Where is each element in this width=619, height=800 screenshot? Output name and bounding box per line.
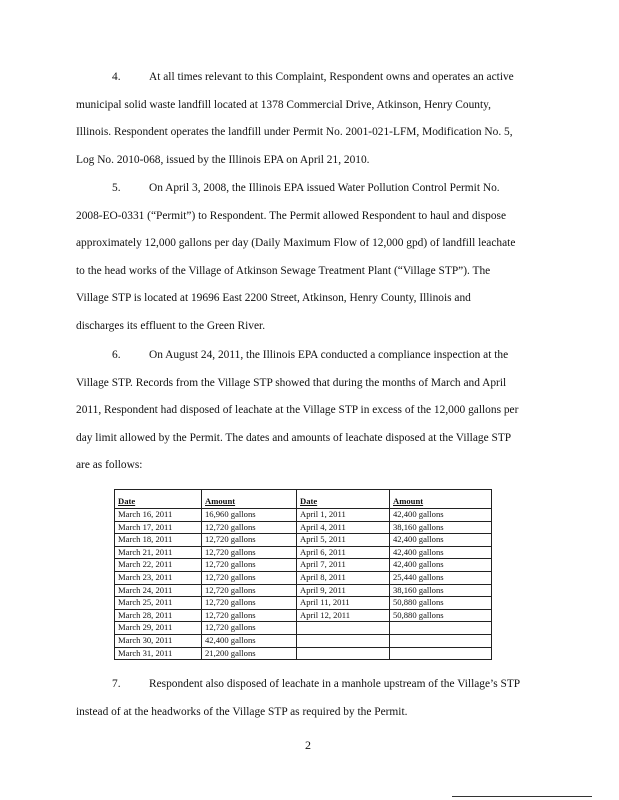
amount-cell: 12,720 gallons xyxy=(202,521,297,534)
paragraph-number: 7. xyxy=(112,678,121,690)
date-cell: April 11, 2011 xyxy=(297,597,390,610)
table-row xyxy=(115,584,492,597)
paragraph-line: municipal solid waste landfill located at 1378 Commercial Drive, Atkinson, Henry County, xyxy=(76,98,491,111)
table-row xyxy=(115,622,492,635)
table-row xyxy=(115,521,492,534)
table-header-row xyxy=(115,490,492,509)
table-row xyxy=(115,534,492,547)
paragraph-number: 6. xyxy=(112,349,121,361)
paragraph-line: approximately 12,000 gallons per day (Daily Maximum Flow of 12,000 gpd) of landfill leachate xyxy=(76,237,516,250)
table-row xyxy=(115,571,492,584)
paragraph-number: 5. xyxy=(112,182,121,194)
date-cell: April 8, 2011 xyxy=(297,571,390,584)
date-cell xyxy=(297,622,390,635)
date-cell: March 25, 2011 xyxy=(115,597,202,610)
paragraph-line: Illinois. Respondent operates the landfill under Permit No. 2001-021-LFM, Modification No. 5, xyxy=(76,126,513,139)
paragraph-line: day limit allowed by the Permit. The dates and amounts of leachate disposed at the Village STP xyxy=(76,431,512,444)
date-cell: April 5, 2011 xyxy=(297,534,390,547)
date-cell: March 28, 2011 xyxy=(115,609,202,622)
amount-cell xyxy=(390,622,492,635)
date-cell: March 18, 2011 xyxy=(115,534,202,547)
date-cell: April 9, 2011 xyxy=(297,584,390,597)
date-cell: April 1, 2011 xyxy=(297,509,390,522)
paragraph-line: 2011, Respondent had disposed of leachate at the Village STP in excess of the 12,000 gallons per xyxy=(76,404,519,417)
date-cell: March 16, 2011 xyxy=(115,509,202,522)
footer-rule xyxy=(452,796,592,797)
date-cell: March 30, 2011 xyxy=(115,634,202,647)
table-row xyxy=(115,509,492,522)
paragraph-7 xyxy=(76,671,556,726)
paragraph-4 xyxy=(76,64,556,174)
date-cell: March 23, 2011 xyxy=(115,571,202,584)
amount-cell: 12,720 gallons xyxy=(202,571,297,584)
date-cell: March 17, 2011 xyxy=(115,521,202,534)
amount-cell: 42,400 gallons xyxy=(202,634,297,647)
column-header-amount: Amount xyxy=(390,490,492,509)
amount-cell: 21,200 gallons xyxy=(202,647,297,660)
date-cell: March 24, 2011 xyxy=(115,584,202,597)
amount-cell: 12,720 gallons xyxy=(202,546,297,559)
paragraph-line: instead of at the headworks of the Village STP as required by the Permit. xyxy=(76,705,408,718)
amount-cell: 12,720 gallons xyxy=(202,534,297,547)
amount-cell: 25,440 gallons xyxy=(390,571,492,584)
paragraph-line: to the head works of the Village of Atkinson Sewage Treatment Plant (“Village STP”). The xyxy=(76,264,491,277)
paragraph-5 xyxy=(76,175,556,341)
column-header-amount: Amount xyxy=(202,490,297,509)
amount-cell xyxy=(390,634,492,647)
leachate-disposal-table xyxy=(114,489,492,660)
paragraph-line: 7. Respondent also disposed of leachate in a manhole upstream of the Village’s STP xyxy=(76,671,556,699)
amount-cell: 12,720 gallons xyxy=(202,597,297,610)
paragraph-line: Village STP is located at 19696 East 2200 Street, Atkinson, Henry County, Illinois and xyxy=(76,292,471,305)
paragraph-6 xyxy=(76,342,556,480)
date-cell: April 7, 2011 xyxy=(297,559,390,572)
date-cell: April 12, 2011 xyxy=(297,609,390,622)
amount-cell: 38,160 gallons xyxy=(390,584,492,597)
amount-cell: 42,400 gallons xyxy=(390,559,492,572)
amount-cell xyxy=(390,647,492,660)
amount-cell: 12,720 gallons xyxy=(202,622,297,635)
date-cell: March 21, 2011 xyxy=(115,546,202,559)
amount-cell: 12,720 gallons xyxy=(202,559,297,572)
date-cell xyxy=(297,634,390,647)
paragraph-line: Log No. 2010-068, issued by the Illinois EPA on April 21, 2010. xyxy=(76,153,370,166)
table-row xyxy=(115,597,492,610)
table-row xyxy=(115,546,492,559)
date-cell xyxy=(297,647,390,660)
page-number: 2 xyxy=(305,738,311,752)
paragraph-number: 4. xyxy=(112,71,121,83)
amount-cell: 42,400 gallons xyxy=(390,509,492,522)
date-cell: March 29, 2011 xyxy=(115,622,202,635)
table-row xyxy=(115,647,492,660)
amount-cell: 16,960 gallons xyxy=(202,509,297,522)
amount-cell: 38,160 gallons xyxy=(390,521,492,534)
table-row xyxy=(115,609,492,622)
date-cell: March 22, 2011 xyxy=(115,559,202,572)
table-row xyxy=(115,559,492,572)
paragraph-line: discharges its effluent to the Green River. xyxy=(76,319,266,332)
amount-cell: 12,720 gallons xyxy=(202,609,297,622)
date-cell: March 31, 2011 xyxy=(115,647,202,660)
amount-cell: 50,880 gallons xyxy=(390,609,492,622)
paragraph-line: 4. At all times relevant to this Complaint, Respondent owns and operates an active xyxy=(76,64,556,92)
paragraph-line: 5. On April 3, 2008, the Illinois EPA issued Water Pollution Control Permit No. xyxy=(76,175,556,203)
date-cell: April 4, 2011 xyxy=(297,521,390,534)
paragraph-line: 2008-EO-0331 (“Permit”) to Respondent. The Permit allowed Respondent to haul and dispose xyxy=(76,209,507,222)
amount-cell: 42,400 gallons xyxy=(390,546,492,559)
date-cell: April 6, 2011 xyxy=(297,546,390,559)
column-header-date: Date xyxy=(297,490,390,509)
amount-cell: 12,720 gallons xyxy=(202,584,297,597)
table-row xyxy=(115,634,492,647)
amount-cell: 42,400 gallons xyxy=(390,534,492,547)
paragraph-line: Village STP. Records from the Village STP showed that during the months of March and April xyxy=(76,376,507,389)
paragraph-line: are as follows: xyxy=(76,459,143,472)
amount-cell: 50,880 gallons xyxy=(390,597,492,610)
column-header-date: Date xyxy=(115,490,202,509)
paragraph-line: 6. On August 24, 2011, the Illinois EPA conducted a compliance inspection at the xyxy=(76,342,556,370)
